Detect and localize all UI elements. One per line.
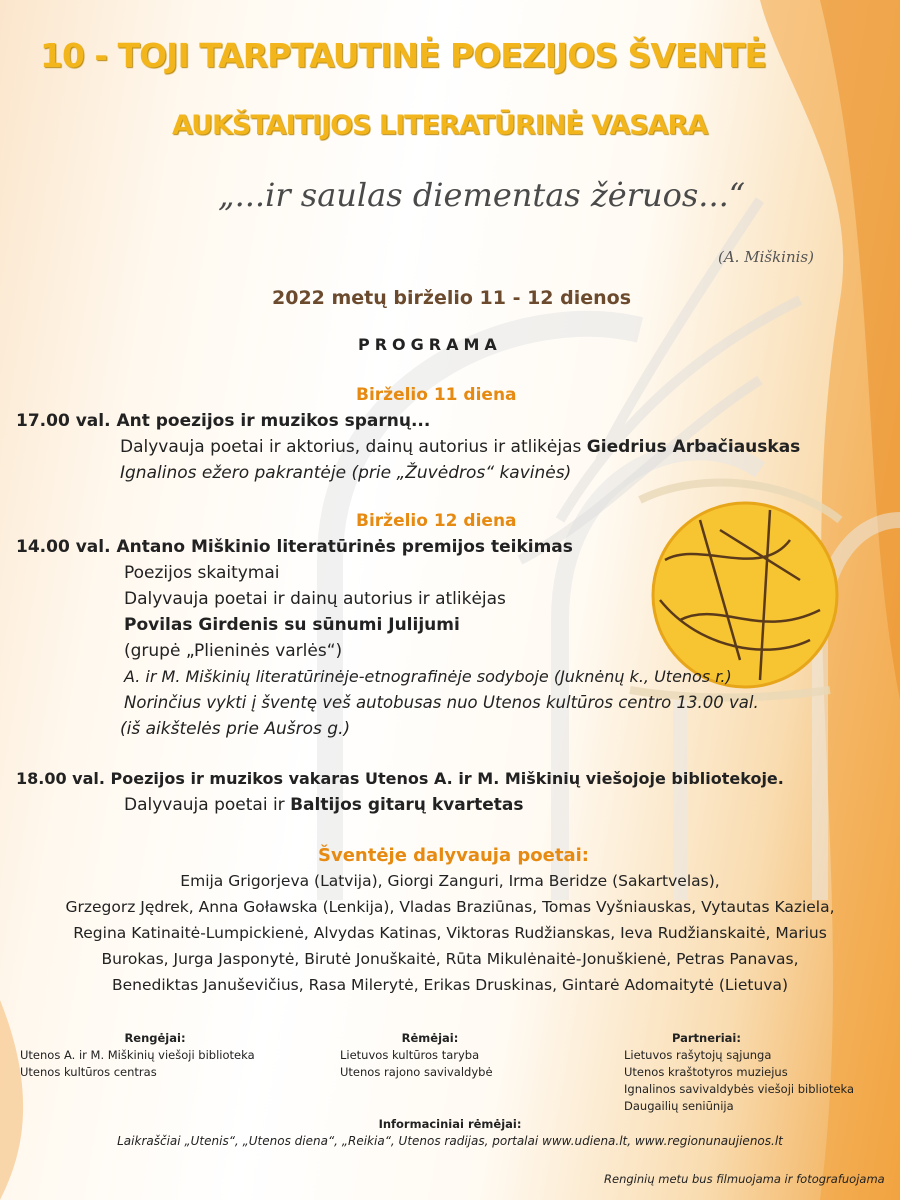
sponsor-item: Utenos rajono savivaldybė xyxy=(340,1065,493,1079)
day2-event1-line1: Poezijos skaitymai xyxy=(124,563,280,583)
day2-event1-group: (grupė „Plieninės varlės“) xyxy=(124,641,343,661)
poets-line: Emija Grigorjeva (Latvija), Giorgi Zanguri, Irma Beridze (Sakartvelas), xyxy=(180,872,720,890)
quote-author: (A. Miškinis) xyxy=(718,248,814,266)
day2-event1-bus-place: (iš aikštelės prie Aušros g.) xyxy=(120,719,351,739)
poster-title: 10 - TOJI TARPTAUTINĖ POEZIJOS ŠVENTĖ xyxy=(40,36,767,75)
poets-list xyxy=(30,868,870,998)
day1-event-title: 17.00 val. Ant poezijos ir muzikos sparnų... xyxy=(16,411,431,431)
organizers-heading: Rengėjai: xyxy=(124,1031,186,1045)
poets-line: Benediktas Januševičius, Rasa Milerytė, Erikas Druskinas, Gintarė Adomaitytė (Lietuva) xyxy=(111,976,789,994)
event-dates: 2022 metų birželio 11 - 12 dienos xyxy=(272,287,632,309)
day1-location: Ignalinos ežero pakrantėje (prie „Žuvėdros“ kavinės) xyxy=(120,463,572,483)
day1-performer: Giedrius Arbačiauskas xyxy=(586,437,801,457)
organizers-block xyxy=(20,1030,290,1081)
poster-subtitle: AUKŠTAITIJOS LITERATŪRINĖ VASARA xyxy=(172,110,708,141)
poem-quote: „...ir saulas diementas žėruos...“ xyxy=(218,176,746,214)
footer-note: Renginių metu bus filmuojama ir fotografuojama xyxy=(604,1172,885,1186)
poets-line: Grzegorz Jędrek, Anna Goławska (Lenkija), Vladas Braziūnas, Tomas Vyšniauskas, Vytautas Kaziela, xyxy=(65,898,835,916)
partner-item: Daugailių seniūnija xyxy=(624,1099,734,1113)
partner-item: Ignalinos savivaldybės viešoji biblioteka xyxy=(624,1082,855,1096)
organizer-item: Utenos A. ir M. Miškinių viešoji biblioteka xyxy=(20,1048,255,1062)
info-sponsors-block xyxy=(0,1116,900,1150)
day2-event1-bus: Norinčius vykti į šventę veš autobusas nuo Utenos kultūros centro 13.00 val. xyxy=(124,693,759,712)
info-sponsors-text: Laikraščiai „Utenis“, „Utenos diena“, „Reikia“, Utenos radijas, portalai www.udiena.lt, www.regionunaujienos.lt xyxy=(117,1134,783,1148)
day1-participants: Dalyvauja poetai ir aktorius, dainų autorius ir atlikėjas Giedrius Arbačiauskas xyxy=(120,437,801,457)
day2-event1-performer: Povilas Girdenis su sūnumi Julijumi xyxy=(124,615,460,635)
poets-heading: Šventėje dalyvauja poetai: xyxy=(318,845,589,866)
partners-heading: Partneriai: xyxy=(672,1031,741,1045)
day2-event2-participants: Dalyvauja poetai ir Baltijos gitarų kvartetas xyxy=(124,795,524,815)
day2-event1-title: 14.00 val. Antano Miškinio literatūrinės premijos teikimas xyxy=(16,537,573,557)
day2-event1-line2: Dalyvauja poetai ir dainų autorius ir atlikėjas xyxy=(124,589,506,609)
program-label: PROGRAMA xyxy=(358,335,502,354)
partner-item: Lietuvos rašytojų sąjunga xyxy=(624,1048,772,1062)
organizer-item: Utenos kultūros centras xyxy=(20,1065,157,1079)
sponsor-item: Lietuvos kultūros taryba xyxy=(340,1048,480,1062)
sponsors-heading: Rėmėjai: xyxy=(401,1031,459,1045)
poets-line: Regina Katinaitė-Lumpickienė, Alvydas Katinas, Viktoras Rudžianskas, Ieva Rudžianskaitė, Marius xyxy=(73,924,827,942)
sponsors-block xyxy=(340,1030,520,1081)
day2-event2-title: 18.00 val. Poezijos ir muzikos vakaras Utenos A. ir M. Miškinių viešojoje bibliotekoje. xyxy=(16,769,784,788)
partner-item: Utenos kraštotyros muziejus xyxy=(624,1065,788,1079)
partners-block xyxy=(624,1030,884,1115)
day1-heading: Birželio 11 diena xyxy=(356,385,517,405)
day2-heading: Birželio 12 diena xyxy=(356,511,517,531)
day2-event2-performer: Baltijos gitarų kvartetas xyxy=(290,795,524,815)
info-sponsors-heading: Informaciniai rėmėjai: xyxy=(378,1117,522,1131)
day2-event1-location: A. ir M. Miškinių literatūrinėje-etnografinėje sodyboje (Juknėnų k., Utenos r.) xyxy=(124,667,732,686)
poets-line: Burokas, Jurga Jasponytė, Birutė Jonuškaitė, Rūta Mikulėnaitė-Jonuškienė, Petras Panavas, xyxy=(101,950,799,968)
